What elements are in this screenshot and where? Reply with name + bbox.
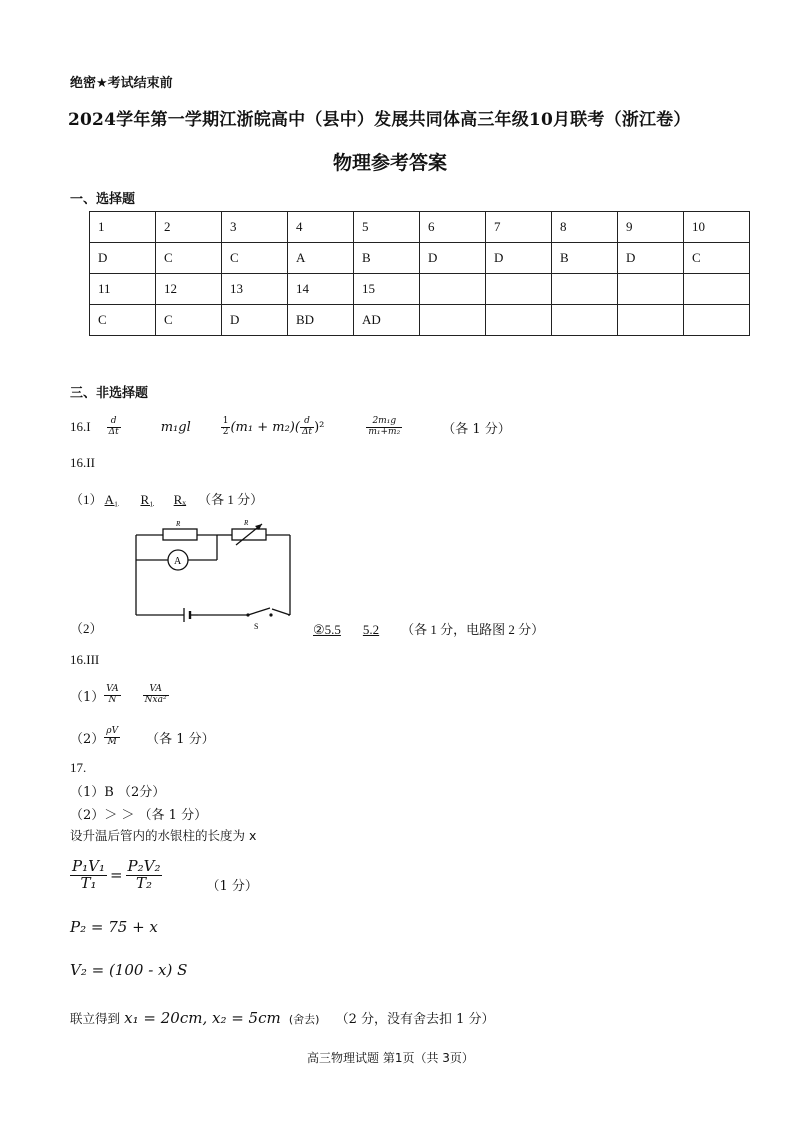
q17-result: 联立得到 x₁ = 20cm, x₂ = 5cm (舍去) （2 分，没有舍去扣 1 分） [70,1009,495,1027]
switch-label: S [254,622,259,631]
answer-r1: R₁ [140,492,154,507]
q16-1-expr-2: m₁gl [160,419,191,435]
q16-3-fraction-3: $\frac{\rho V}{M}$ [106,726,119,747]
document-title: 物理参考答案 [333,152,448,174]
eq1-left: $\frac{\text{P₁V₁}}{\text{T₁}}$ [72,856,105,892]
answer-5-5: ②5.5 [313,622,341,637]
q17-part-2: （2）＞ ＞ （各 1 分） [70,808,208,823]
q16-1-expr-3-mid: (m₁ + m₂)( [230,419,300,435]
q16-1-fraction-4: $\frac{\text{2m₁g}}{\text{m₁+m₂}}$ [368,416,401,437]
q16-3-label: 16.III [70,652,100,667]
table-row: C C D BD AD [90,305,750,336]
q16-3-part-2: （2） $\frac{\rho V}{M}$ （各 1 分） [70,726,215,747]
resistor-r [163,529,197,540]
q17-label: 17. [70,760,87,775]
table-row: D C C A B D D B D C [90,243,750,274]
eq1-right: $\frac{\text{P₂V₂}}{\text{T₂}}$ [127,856,161,892]
resistor-label: R [176,520,181,528]
answer-table [89,211,750,336]
q16-1-score: （各 1 分） [442,421,511,437]
q17-setup: 设升温后管内的水银柱的长度为 x [70,828,257,843]
table-row: 11 12 13 14 15 [90,274,750,305]
table-row: 1 2 3 4 5 6 7 8 9 10 [90,212,750,243]
eq1-score: （1 分） [206,878,258,894]
ammeter-label: A [174,556,182,567]
q16-1-fraction-1: $\frac{d}{\Delta t}$ [108,416,119,437]
answer-a1: A₁ [104,492,119,507]
q17-part-1: （1）B （2分） [70,785,166,800]
q16-3-fraction-1: $\frac{VA}{N}$ [106,684,119,705]
q17-equation-1: $\frac{\text{P₁V₁}}{\text{T₁}}$ = $\frac{\text{P₂V₂}}{\text{T₂}}$ （1 分） [72,856,258,894]
q16-3-part-1: （1） $\frac{VA}{N}$ $\frac{VA}{\text{Nxa²}}$ [70,684,167,705]
q16-1-label: 16.I [70,419,91,434]
q16-1-expr-3-end: )² [314,419,325,435]
confidential-mark: 绝密★考试结束前 [70,76,173,91]
var-resistor-label: R [244,519,249,527]
page-footer: 高三物理试题 第1页（共 3页） [307,1051,474,1065]
q16-1-expr-3-fraction: $\frac{d}{\Delta t}$ [301,416,313,437]
result-equation: x₁ = 20cm, x₂ = 5cm [124,1009,281,1027]
answer-rx: Rₓ [173,492,187,507]
q16-3-fraction-2: $\frac{VA}{\text{Nxa²}}$ [144,684,167,705]
q17-equation-3: V₂ = (100 - x) S [70,961,188,979]
section-choice-title: 一、选择题 [70,192,136,207]
section-nonchoice-title: 三、非选择题 [70,386,149,401]
q16-1-half: $\frac{1}{2}$ [222,416,229,437]
exam-title: 2024学年第一学期江浙皖高中（县中）发展共同体高三年级10月联考（浙江卷） [68,110,691,130]
circuit-diagram [120,513,310,633]
q16-2-answers: ②5.5 5.2 （各 1 分，电路图 2 分） [313,622,545,637]
answer-5-2: 5.2 [362,622,380,637]
q16-2-part-1: （1） A₁ R₁ Rₓ （各 1 分） [70,492,264,507]
q16-1-row [70,412,511,442]
q17-equation-2: P₂ = 75 + x [70,918,158,936]
q16-2-label: 16.II [70,455,95,470]
q16-2-part-2: （2） [70,621,103,636]
